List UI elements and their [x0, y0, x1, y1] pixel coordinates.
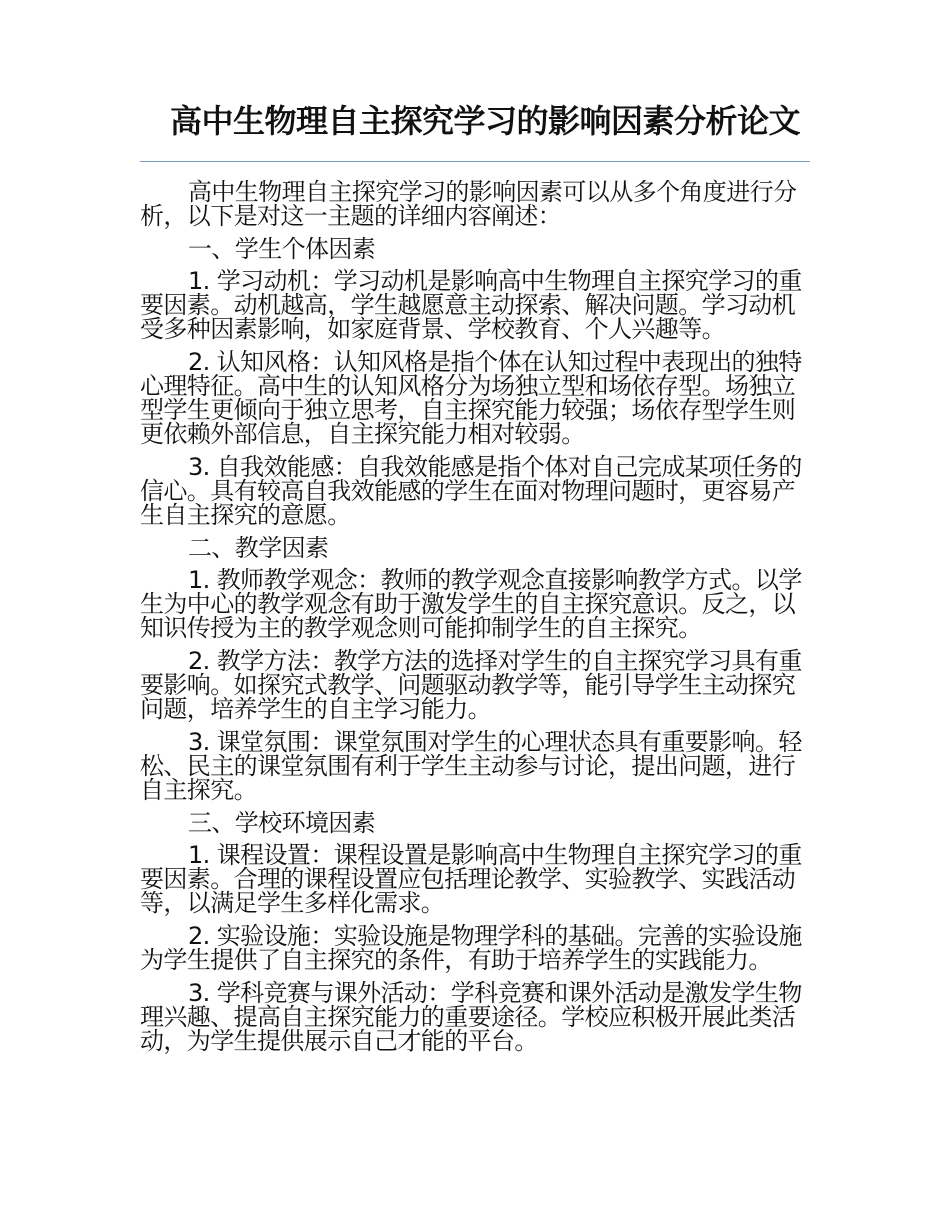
- paragraph-teaching-method: 2. 教学方法：教学方法的选择对学生的自主探究学习具有重要影响。如探究式教学、问题驱动教学等，能引导学生主动探究问题，培养学生的自主学习能力。: [140, 647, 802, 723]
- document-body: [140, 180, 810, 1062]
- section-heading-school: 三、学校环境因素: [188, 809, 376, 837]
- paragraph-teaching-concept: 1. 教师教学观念：教师的教学观念直接影响教学方式。以学生为中心的教学观念有助于激发学生的自主探究意识。反之，以知识传授为主的教学观念则可能抑制学生的自主探究。: [140, 566, 802, 642]
- document-title: 高中生物理自主探究学习的影响因素分析论文: [169, 102, 800, 140]
- paragraph-lab-facilities: 2. 实验设施：实验设施是物理学科的基础。完善的实验设施为学生提供了自主探究的条件，有助于培养学生的实践能力。: [140, 922, 802, 974]
- section-heading-student: 一、学生个体因素: [188, 235, 376, 263]
- title-divider: [140, 161, 810, 162]
- intro-paragraph: 高中生物理自主探究学习的影响因素可以从多个角度进行分析，以下是对这一主题的详细内容阐述：: [140, 178, 797, 230]
- paragraph-classroom-atmosphere: 3. 课堂氛围：课堂氛围对学生的心理状态具有重要影响。轻松、民主的课堂氛围有利于学生主动参与讨论，提出问题，进行自主探究。: [140, 728, 802, 804]
- section-heading-teaching: 二、教学因素: [188, 534, 329, 562]
- paragraph-self-efficacy: 3. 自我效能感：自我效能感是指个体对自己完成某项任务的信心。具有较高自我效能感的学生在面对物理问题时，更容易产生自主探究的意愿。: [140, 453, 802, 529]
- paragraph-motivation: 1. 学习动机：学习动机是影响高中生物理自主探究学习的重要因素。动机越高，学生越愿意主动探索、解决问题。学习动机受多种因素影响，如家庭背景、学校教育、个人兴趣等。: [140, 267, 802, 343]
- paragraph-curriculum: 1. 课程设置：课程设置是影响高中生物理自主探究学习的重要因素。合理的课程设置应包括理论教学、实验教学、实践活动等，以满足学生多样化需求。: [140, 841, 802, 917]
- paragraph-cognitive-style: 2. 认知风格：认知风格是指个体在认知过程中表现出的独特心理特征。高中生的认知风格分为场独立型和场依存型。场独立型学生更倾向于独立思考，自主探究能力较强；场依存型学生则更依赖外部信息，自主探究能力相对较弱。: [140, 348, 802, 448]
- paragraph-competitions: 3. 学科竞赛与课外活动：学科竞赛和课外活动是激发学生物理兴趣、提高自主探究能力的重要途径。学校应积极开展此类活动，为学生提供展示自己才能的平台。: [140, 979, 802, 1055]
